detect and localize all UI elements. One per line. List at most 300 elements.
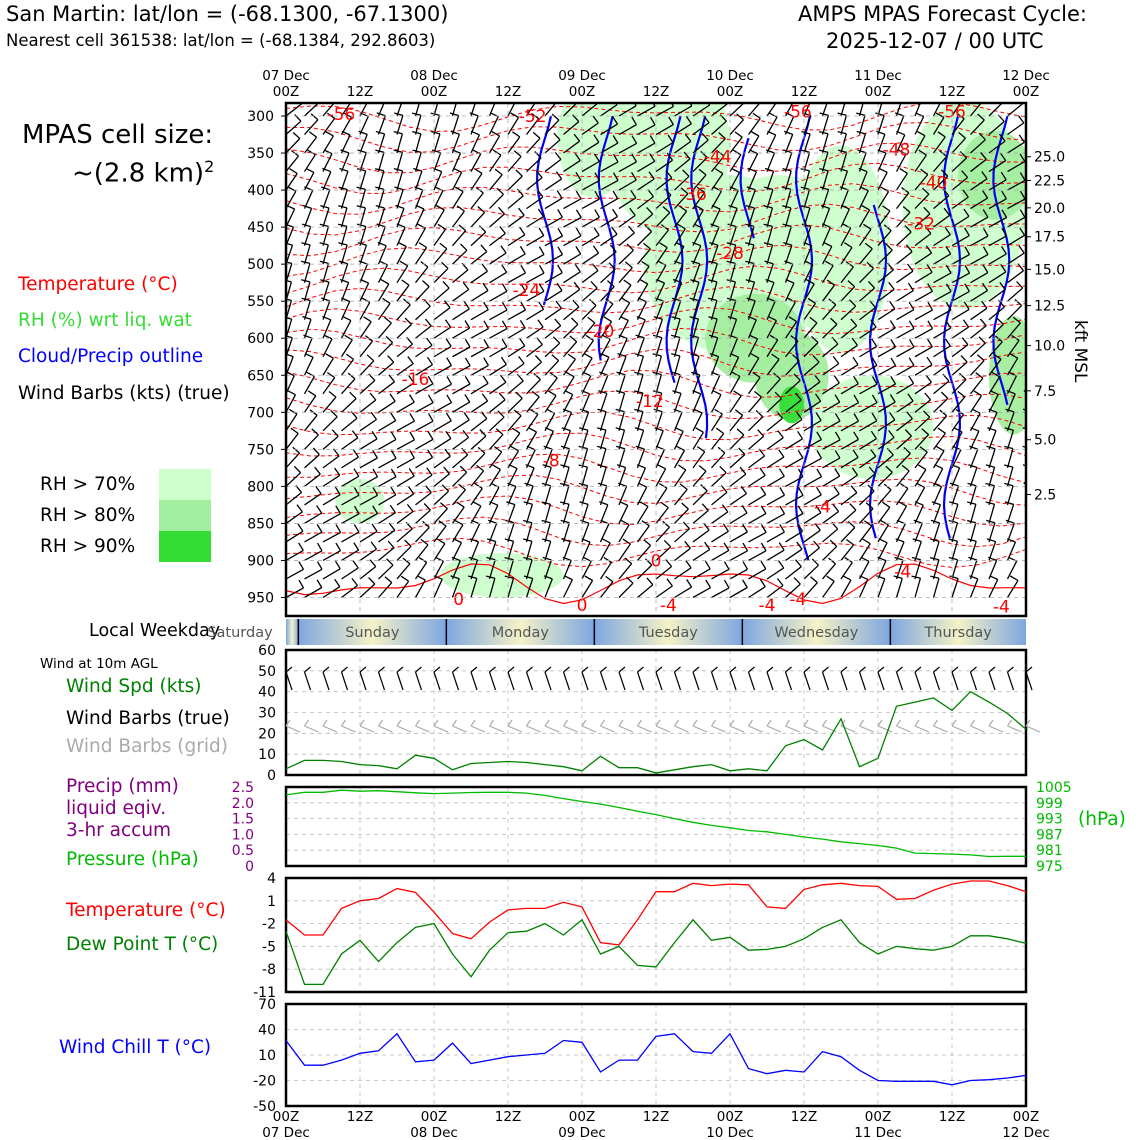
wind-barb-grid-feather: [675, 720, 679, 726]
temperature-contour-label: -4: [758, 595, 776, 616]
wind-barb: [360, 567, 376, 579]
wind-barb-feather: [890, 321, 895, 329]
temperature-contour-label: -24: [512, 281, 541, 302]
wind-barb-feather: [576, 246, 581, 254]
wind-barb: [397, 171, 403, 190]
legend-rh80-label: RH > 80%: [40, 505, 136, 526]
wind-barb: [582, 449, 588, 468]
wind-barb: [675, 375, 681, 394]
wind-barb-feather: [354, 543, 359, 551]
wind-barb: [527, 523, 532, 542]
wind-barb-feather: [732, 168, 740, 172]
wind-barb: [416, 134, 421, 153]
wind-barb-feather: [295, 115, 301, 122]
wind-barb-grid-feather: [434, 720, 438, 726]
temperature-contour-label: 0: [453, 589, 465, 610]
wind-barb: [675, 568, 692, 579]
wind-barb: [619, 412, 624, 431]
wind-barb-feather: [584, 354, 592, 358]
pressure-tick-label: 993: [1036, 811, 1063, 828]
wind-barb: [453, 438, 469, 450]
wind-barb: [342, 457, 359, 468]
top-hour-label: 00Z: [1012, 84, 1040, 100]
wind-barb: [582, 430, 588, 449]
wind-barb: [360, 420, 377, 431]
wind-barb-feather: [663, 521, 670, 527]
pressure-tick-label: 350: [247, 146, 274, 163]
wind-barb: [471, 488, 482, 505]
weekday-name: Tuesday: [638, 625, 698, 641]
wind-barb-feather: [1018, 264, 1024, 271]
wind-barb-feather: [760, 468, 765, 475]
temperature-contour-label: -56: [938, 102, 966, 123]
wind-barb-feather: [959, 373, 966, 379]
wind-barb-true: [638, 672, 644, 690]
wind-barb-feather: [391, 487, 396, 495]
wind-barb: [638, 375, 644, 394]
wind-barb-grid-feather: [786, 720, 790, 726]
wind-barb-feather: [417, 224, 425, 228]
wind-barb: [323, 514, 341, 524]
wind-barb-grid: [416, 726, 430, 732]
wind-barb-true: [323, 672, 329, 690]
wind-barb-grid-feather: [656, 720, 660, 726]
wind-barb-feather: [408, 357, 414, 364]
wind-barb: [934, 505, 941, 524]
wind-barb: [490, 117, 499, 135]
wind-barb: [490, 347, 507, 357]
wind-barb-feather: [1039, 135, 1044, 143]
wind-barb-true-feather: [823, 667, 829, 672]
panel-tick-label: -5: [262, 939, 276, 956]
wind-barb-feather: [909, 302, 914, 310]
pressure-tick-label: 650: [247, 368, 274, 385]
wind-barb-grid: [638, 726, 652, 732]
wind-barb-feather: [391, 413, 396, 421]
wind-barb-feather: [945, 339, 950, 346]
temperature-contour-label: -16: [401, 369, 430, 390]
wind-barb: [564, 486, 569, 505]
wind-barb-grid-feather: [305, 720, 309, 726]
wind-barb-feather: [405, 318, 411, 324]
wind-barb: [453, 231, 466, 246]
wind-barb-feather: [843, 576, 851, 580]
wind-barb: [989, 504, 995, 523]
wind-barb: [730, 494, 747, 505]
weekday-name: Saturday: [207, 625, 273, 641]
wind-barb-grid-feather: [952, 720, 956, 726]
wind-barb: [286, 473, 301, 487]
wind-barb: [823, 97, 830, 116]
weekday-name: Thursday: [924, 625, 992, 641]
wind-barb: [434, 346, 451, 356]
wind-barb: [952, 560, 958, 579]
wind-barb-feather: [979, 337, 985, 343]
pressure-tick-label: 800: [247, 479, 274, 496]
wind-barb: [1008, 123, 1024, 135]
wind-barb-feather: [398, 243, 406, 247]
wind-barb-feather: [1019, 135, 1024, 142]
wind-barb-feather: [502, 321, 507, 329]
wind-barb-feather: [751, 132, 759, 137]
panel-tick-label: 1: [267, 893, 276, 910]
wind-barb-feather: [346, 354, 353, 359]
wind-barb-true: [471, 672, 477, 690]
wind-barb-feather: [429, 395, 434, 403]
wind-barb-feather: [299, 580, 304, 588]
wind-barb-grid-feather: [804, 720, 808, 726]
wind-barb-feather: [848, 522, 855, 528]
wind-barb-feather: [706, 580, 711, 588]
wind-barb: [712, 550, 729, 560]
wind-barb: [286, 588, 304, 598]
wind-barb-feather: [557, 283, 562, 291]
wind-barb: [693, 491, 707, 505]
wind-barb: [360, 380, 375, 393]
wind-barb: [712, 434, 724, 450]
wind-barb: [360, 208, 365, 227]
wind-barb: [286, 550, 303, 560]
wind-barb-true-feather: [323, 667, 329, 672]
wind-barb: [730, 120, 744, 135]
wind-barb-grid: [675, 726, 689, 732]
wind-barb: [471, 453, 485, 467]
wind-barb-feather: [780, 488, 785, 496]
wind-barb: [619, 564, 632, 579]
wind-barb-feather: [482, 264, 487, 271]
wind-barb-feather: [427, 468, 432, 475]
wind-barb: [675, 489, 688, 505]
wind-barb: [527, 138, 541, 153]
wind-barb-feather: [428, 450, 433, 458]
rh-region: [792, 146, 891, 353]
wind-barb-feather: [725, 580, 730, 588]
wind-barb-feather: [469, 94, 478, 97]
wind-barb-feather: [833, 504, 839, 511]
wind-barb: [564, 199, 582, 209]
wind-barb-feather: [450, 113, 459, 116]
wind-barb-feather: [879, 539, 887, 543]
wind-barb-feather: [336, 525, 341, 533]
wind-barb-feather: [459, 225, 466, 231]
wind-barb-true: [545, 672, 551, 690]
bottom-hour-label: 12Z: [494, 1109, 522, 1125]
wind-barb-grid: [379, 726, 393, 732]
wind-barb-grid: [934, 726, 948, 732]
wind-barb: [397, 440, 415, 450]
wind-barb-feather: [838, 95, 847, 97]
legend-rh70-label: RH > 70%: [40, 474, 136, 495]
wind-barb-feather: [895, 557, 904, 560]
wind-barb: [1008, 449, 1014, 468]
wind-barb-feather: [389, 523, 395, 530]
wind-barb-grid-feather: [730, 720, 734, 726]
wind-barb: [342, 399, 357, 413]
wind-barb-feather: [353, 561, 358, 568]
wind-barb-feather: [833, 356, 839, 363]
wind-barb-grid-feather: [1008, 720, 1012, 726]
wind-barb-grid-feather: [638, 720, 642, 726]
wind-barb: [564, 467, 570, 486]
wind-barb-feather: [889, 282, 895, 289]
wind-barb: [601, 393, 607, 412]
wind-barb: [1026, 562, 1037, 579]
wind-barb: [712, 453, 725, 468]
wind-barb: [1008, 486, 1014, 505]
wind-barb: [767, 514, 785, 524]
wind-barb-true: [860, 672, 866, 690]
wind-barb-feather: [388, 541, 394, 548]
wind-barb-feather: [320, 206, 329, 208]
wind-barb-feather: [961, 356, 967, 363]
wind-barb-feather: [352, 578, 358, 585]
wind-barb: [693, 511, 708, 524]
wind-barb: [934, 328, 951, 338]
wind-barb: [508, 137, 520, 153]
wind-barb-feather: [771, 95, 779, 100]
wind-barb-grid-feather: [453, 720, 457, 726]
wind-barb: [323, 417, 337, 431]
wind-barb-true: [693, 672, 699, 690]
wind-barb-grid: [397, 726, 411, 732]
legend-precip-line3: 3-hr accum: [66, 820, 172, 841]
wind-barb: [934, 433, 946, 449]
wind-barb-feather: [817, 487, 822, 495]
wind-barb-feather: [733, 150, 741, 155]
wind-barb: [490, 175, 503, 190]
wind-barb-grid-feather: [379, 720, 383, 726]
wind-barb-grid-feather: [508, 720, 512, 726]
wind-barb-feather: [318, 562, 323, 570]
wind-barb: [545, 378, 557, 394]
wind-barb: [379, 513, 396, 524]
wind-barb-grid: [360, 726, 374, 732]
wind-barb: [693, 452, 705, 468]
wind10m-title: Wind at 10m AGL: [40, 656, 158, 672]
bottom-hour-label: 12Z: [790, 1109, 818, 1125]
wind-barb: [471, 329, 489, 339]
wind-barb-true: [971, 672, 977, 690]
wind-barb-feather: [321, 187, 330, 190]
wind-barb: [490, 452, 502, 468]
wind-barb: [490, 400, 506, 413]
wind-barb-feather: [811, 577, 818, 583]
wind-barb-grid: [434, 726, 448, 732]
wind-barb-feather: [475, 484, 483, 489]
wind-barb-feather: [410, 413, 415, 421]
wind-barb: [934, 523, 940, 542]
wind-barb-feather: [419, 558, 427, 563]
temperature-contour-label: 0: [576, 595, 588, 616]
wind-barb-feather: [571, 318, 578, 324]
wind-barb: [379, 343, 393, 357]
wind-barb: [1026, 217, 1043, 228]
wind-barb-feather: [521, 302, 526, 310]
wind-barb-grid: [1026, 726, 1040, 732]
kft-tick-label: 17.5: [1034, 229, 1066, 246]
wind-barb-true-feather: [878, 667, 884, 672]
wind-barb: [490, 523, 497, 542]
wind-barb: [767, 568, 784, 579]
wind-barb: [656, 319, 662, 338]
panel-tick-label: 60: [258, 643, 276, 659]
top-date-label: 10 Dec: [706, 68, 754, 84]
wind-barb-feather: [519, 356, 525, 363]
wind-barb: [841, 528, 855, 542]
wind-barb: [1026, 322, 1037, 339]
wind-barb: [897, 347, 915, 357]
wind-barb: [434, 288, 449, 301]
wind-barb: [638, 526, 650, 542]
wind-barb-grid-feather: [693, 720, 697, 726]
wind-barb: [471, 471, 484, 486]
wind-barb: [453, 309, 470, 320]
wind-barb-grid-feather: [915, 720, 919, 726]
wind-barb: [897, 365, 914, 375]
wind-barb-feather: [495, 169, 502, 175]
wind-barb-feather: [777, 579, 783, 586]
wind-barb: [508, 176, 522, 190]
wind-barb: [471, 401, 488, 412]
wind-barb: [841, 115, 846, 134]
wind-barb: [971, 326, 987, 338]
wind-barb: [823, 115, 829, 134]
wind-barb: [545, 308, 561, 319]
wind-barb: [397, 134, 402, 153]
wind-barb-feather: [519, 208, 525, 215]
legend-dewpoint-line: Dew Point T (°C): [66, 934, 219, 955]
wind-barb: [508, 98, 517, 116]
wind-barb-feather: [558, 228, 563, 236]
wind-barb-feather: [525, 483, 534, 486]
wind-barb: [675, 509, 689, 523]
wind-barb: [360, 458, 377, 468]
wind-barb-feather: [724, 562, 729, 570]
precip-tick-label: 2.0: [231, 795, 254, 812]
wind-barb: [508, 196, 523, 209]
wind-barb: [730, 474, 746, 486]
wind-barb: [508, 310, 526, 320]
wind-barb-feather: [602, 539, 610, 543]
wind-barb-feather: [409, 487, 414, 494]
wind-barb-feather: [535, 356, 541, 363]
wind-barb: [786, 514, 803, 524]
legend-rh90-label: RH > 90%: [40, 536, 136, 557]
temperature-contour-label: -40: [919, 173, 948, 194]
wind-barb: [545, 486, 551, 505]
temperature-contour-label: -48: [882, 140, 911, 161]
wind-barb-true: [342, 672, 348, 690]
pressure-tick-label: 600: [247, 331, 274, 348]
wind-barb: [527, 486, 534, 505]
wind-barb-feather: [509, 465, 517, 469]
top-hour-label: 00Z: [864, 84, 892, 100]
wind-barb: [471, 213, 485, 228]
wind-barb-feather: [481, 245, 487, 252]
wind-barb: [305, 245, 311, 264]
wind-barb: [656, 508, 668, 524]
wind-barb-feather: [428, 357, 433, 365]
wind-barb: [934, 578, 940, 597]
top-date-label: 09 Dec: [558, 68, 606, 84]
wind-barb: [434, 366, 451, 376]
wind-barb-feather: [428, 432, 433, 440]
wind-barb: [508, 215, 524, 227]
wind-barb-feather: [293, 447, 300, 453]
wind-barb-feather: [891, 339, 896, 347]
legend-temperature: Temperature (°C): [18, 274, 178, 295]
panel-tick-label: 10: [258, 747, 276, 764]
wind-barb: [915, 310, 933, 320]
top-hour-label: 00Z: [568, 84, 596, 100]
wind-barb: [749, 417, 763, 431]
wind-barb-true-feather: [305, 667, 311, 672]
wind-barb-feather: [548, 391, 556, 396]
wind-barb-feather: [329, 95, 336, 101]
wind-barb-true-feather: [786, 667, 792, 672]
bottom-hour-label: 00Z: [1012, 1109, 1040, 1125]
wind-barb-feather: [976, 95, 983, 101]
wind-barb: [416, 457, 433, 467]
bottom-date-label: 09 Dec: [558, 1125, 606, 1140]
wind-barb: [915, 329, 933, 339]
wind-barb: [767, 418, 783, 431]
bottom-hour-label: 00Z: [864, 1109, 892, 1125]
wind-barb-feather: [927, 357, 932, 365]
wind-barb-feather: [798, 450, 803, 458]
wind-barb: [379, 421, 396, 431]
pressure-tick-label: 400: [247, 183, 274, 200]
wind-barb-feather: [928, 321, 933, 329]
wind-barb: [934, 541, 940, 560]
wind-barb: [915, 560, 921, 579]
wind-barb: [675, 529, 690, 542]
wind-barb: [730, 588, 747, 598]
wind-barb-true-feather: [527, 667, 533, 672]
wind-barb-true-feather: [693, 667, 699, 672]
weekday-name: Wednesday: [774, 625, 859, 641]
wind-barb-true-feather: [638, 667, 644, 672]
wind-barb-true-feather: [971, 667, 977, 672]
wind-barb-feather: [357, 224, 366, 226]
wind-barb-true-feather: [989, 667, 995, 672]
wind-barb-feather: [461, 244, 467, 250]
wind-barb: [397, 476, 414, 486]
wind-barb: [490, 214, 505, 227]
wind-barb: [342, 438, 358, 450]
wind-barb-feather: [298, 524, 303, 532]
bottom-hour-label: 00Z: [272, 1109, 300, 1125]
wind-barb-feather: [926, 375, 931, 382]
temperature-contour-label: -4: [814, 497, 831, 518]
wind-barb-feather: [345, 335, 353, 340]
top-hour-label: 00Z: [272, 84, 300, 100]
wind-barb: [342, 245, 348, 264]
wind-barb-feather: [381, 280, 389, 284]
wind-barb: [693, 550, 710, 561]
wind-barb-grid: [860, 726, 874, 732]
wind-barb: [471, 419, 487, 431]
wind-barb-grid: [915, 726, 929, 732]
wind-barb: [453, 270, 468, 283]
wind-barb: [286, 453, 300, 468]
wind-barb-feather: [558, 210, 563, 218]
wind-barb: [786, 495, 804, 505]
wind-barb: [712, 531, 729, 542]
wind-barb-feather: [540, 265, 545, 273]
wind-barb-feather: [821, 94, 830, 97]
wind-barb: [508, 328, 525, 338]
